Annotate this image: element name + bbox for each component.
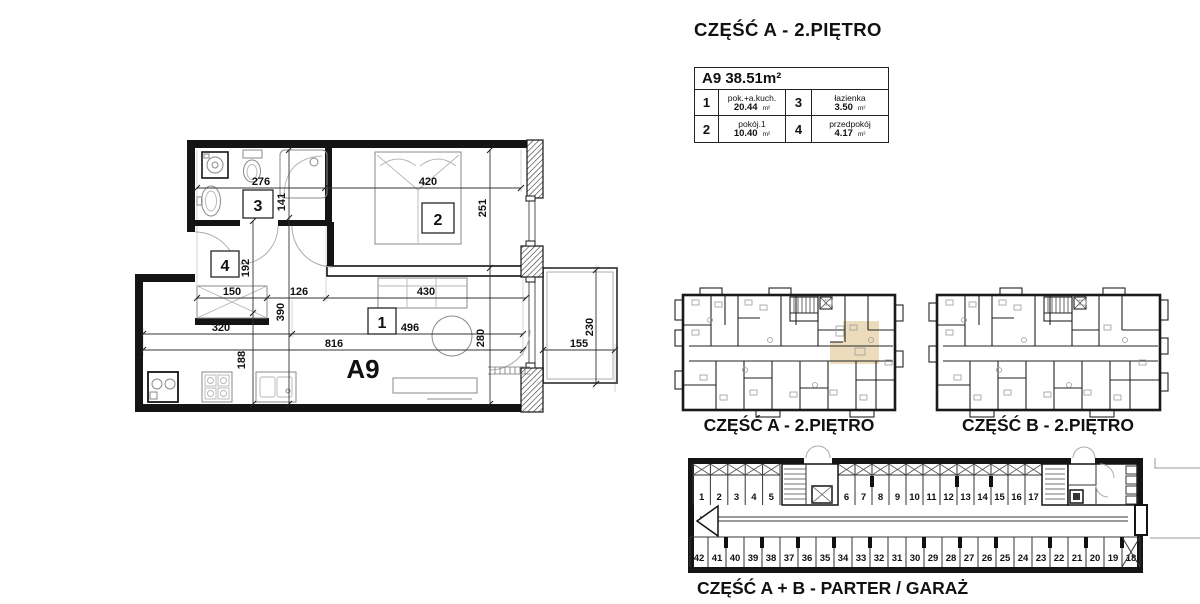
window-nub — [526, 196, 535, 201]
parking-space-number: 10 — [909, 492, 920, 503]
room-name: pok.+a.kuch. — [727, 92, 777, 103]
hall-door-arc — [292, 226, 333, 267]
apartment-id-area: A9 38.51m² — [695, 68, 888, 90]
dim-192: 192 — [240, 258, 252, 278]
parking-space-number: 40 — [729, 553, 741, 564]
thick-stall-divider — [994, 537, 998, 548]
parking-space-number: 21 — [1071, 553, 1083, 564]
window-nub — [526, 277, 535, 282]
kitchen-fixtures — [148, 372, 296, 402]
shower — [280, 150, 327, 198]
thick-stall-divider — [868, 537, 872, 548]
parking-space-number: 7 — [860, 492, 867, 503]
parking-space-number: 2 — [716, 492, 722, 503]
room-number: 1 — [695, 90, 719, 116]
parking-space-number: 33 — [855, 553, 867, 564]
dim-430: 430 — [416, 286, 436, 298]
windows — [526, 196, 535, 368]
thick-stall-divider — [989, 476, 993, 487]
parking-space-number: 30 — [909, 553, 921, 564]
parking-space-number: 31 — [891, 553, 903, 564]
parking-space-number: 8 — [877, 492, 884, 503]
room-area: 3.50 m² — [834, 101, 866, 113]
dim-188: 188 — [236, 350, 248, 370]
overview-plan-a — [675, 288, 903, 435]
parking-space-number: 3 — [733, 492, 740, 503]
kitchen-cabinet — [148, 372, 178, 402]
parking-space-number: 9 — [894, 492, 901, 503]
parking-space-number: 23 — [1035, 553, 1047, 564]
parking-space-number: 24 — [1017, 553, 1029, 564]
parking-space-number: 1 — [699, 492, 705, 503]
room-label-3: 3 — [253, 198, 263, 215]
overview-plan-b — [929, 288, 1168, 435]
parking-space-number: 5 — [768, 492, 774, 503]
garage-entrance-rooms — [1068, 464, 1137, 505]
washing-machine — [202, 152, 228, 178]
walls — [135, 140, 532, 412]
dim-251: 251 — [477, 198, 489, 218]
garage-entry-doors — [806, 446, 1095, 458]
parking-space-number: 37 — [783, 553, 795, 564]
thick-stall-divider — [922, 537, 926, 548]
thick-stall-divider — [724, 537, 728, 548]
room-name: przedpokój — [829, 119, 871, 129]
dim-141: 141 — [276, 192, 288, 212]
room-number: 4 — [786, 116, 812, 142]
dim-320: 320 — [211, 322, 231, 334]
room-area: 20.44 m² — [733, 101, 771, 113]
parking-space-number: 25 — [999, 553, 1011, 564]
room-area: 10.40 m² — [733, 128, 771, 139]
parking-space-number: 12 — [943, 492, 954, 503]
stove — [202, 372, 232, 402]
room-list — [695, 90, 888, 142]
room-number: 3 — [786, 90, 812, 116]
bathroom-sink — [197, 186, 221, 216]
balcony — [526, 268, 617, 383]
main-floor-plan — [135, 140, 618, 412]
tv-bench — [393, 378, 477, 393]
garage-caption: CZĘŚĆ A + B - PARTER / GARAŻ — [697, 578, 969, 598]
bathroom-door-arc — [240, 226, 278, 264]
plan-a-caption: CZĘŚĆ A - 2.PIĘTRO — [703, 415, 875, 435]
garage-top-stalls-left — [693, 464, 780, 505]
dim-390: 390 — [275, 302, 287, 322]
parking-space-number: 6 — [843, 492, 850, 503]
thick-stall-divider — [760, 537, 764, 548]
parking-space-number: 4 — [751, 492, 757, 503]
parking-space-number: 19 — [1107, 553, 1119, 564]
dim-816: 816 — [324, 338, 344, 350]
room-entry — [719, 116, 786, 142]
garage-aisle — [697, 506, 1128, 536]
parking-space-number: 13 — [960, 492, 971, 503]
room-number: 2 — [695, 116, 719, 142]
thick-stall-divider — [796, 537, 800, 548]
garage-right-stairwell — [1042, 464, 1068, 505]
parking-space-number: 26 — [981, 553, 993, 564]
parking-space-number: 14 — [977, 492, 988, 503]
parking-space-number: 28 — [945, 553, 957, 564]
dim-155: 155 — [569, 338, 589, 350]
room-entry — [812, 90, 888, 116]
room-label-4: 4 — [220, 258, 230, 275]
room-entry — [719, 90, 786, 116]
room-divider-wall — [327, 266, 526, 276]
parking-space-number: 22 — [1053, 553, 1065, 564]
thick-stall-divider — [955, 476, 959, 487]
room-entry — [812, 116, 888, 142]
adjacent-structure — [1150, 458, 1200, 538]
plan-b-caption: CZĘŚĆ B - 2.PIĘTRO — [961, 415, 1135, 435]
garage-bottom-stalls — [690, 537, 1140, 567]
thick-stall-divider — [1084, 537, 1088, 548]
parking-space-number: 39 — [747, 553, 759, 564]
dim-420: 420 — [418, 176, 438, 188]
room-name: łazienka — [834, 92, 866, 103]
parking-space-number: 36 — [801, 553, 813, 564]
page-title: CZĘŚĆ A - 2.PIĘTRO — [694, 19, 882, 40]
parking-space-number: 18 — [1125, 553, 1137, 564]
room-area: 4.17 m² — [834, 128, 866, 139]
parking-space-number: 38 — [765, 553, 777, 564]
window-nub — [526, 241, 535, 246]
parking-space-number: 29 — [927, 553, 939, 564]
parking-space-number: 15 — [994, 492, 1005, 503]
dim-276: 276 — [251, 176, 271, 188]
parking-space-number: 34 — [837, 553, 849, 564]
dim-150: 150 — [222, 286, 242, 298]
garage-mid-stairwell — [782, 464, 838, 505]
garage-top-stalls-right — [838, 464, 1042, 505]
dim-280: 280 — [475, 328, 487, 348]
parking-space-number: 27 — [963, 553, 975, 564]
garage-pillar — [1135, 505, 1147, 535]
parking-space-number: 42 — [693, 553, 705, 564]
parking-space-number: 17 — [1028, 492, 1039, 503]
room-label-2: 2 — [433, 212, 443, 229]
parking-space-number: 11 — [926, 492, 937, 503]
thick-stall-divider — [1048, 537, 1052, 548]
kitchen-sink — [256, 372, 296, 402]
dim-496: 496 — [400, 322, 420, 334]
garage-plan — [688, 446, 1200, 598]
parking-space-number: 32 — [873, 553, 885, 564]
apartment-label: A9 — [346, 354, 380, 384]
thick-stall-divider — [832, 537, 836, 548]
thick-stall-divider — [870, 476, 874, 487]
parking-space-number: 41 — [711, 553, 723, 564]
dim-126: 126 — [289, 286, 309, 298]
thick-stall-divider — [958, 537, 962, 548]
apartment-info-table — [694, 67, 889, 143]
parking-space-number: 35 — [819, 553, 831, 564]
room-label-1: 1 — [377, 315, 387, 332]
room-name: pokój.1 — [738, 119, 766, 129]
drive-direction-arrow — [697, 506, 718, 536]
dim-230: 230 — [584, 317, 596, 337]
hatched-wall-piers — [521, 140, 543, 412]
parking-space-number: 16 — [1011, 492, 1022, 503]
parking-space-number: 20 — [1089, 553, 1101, 564]
